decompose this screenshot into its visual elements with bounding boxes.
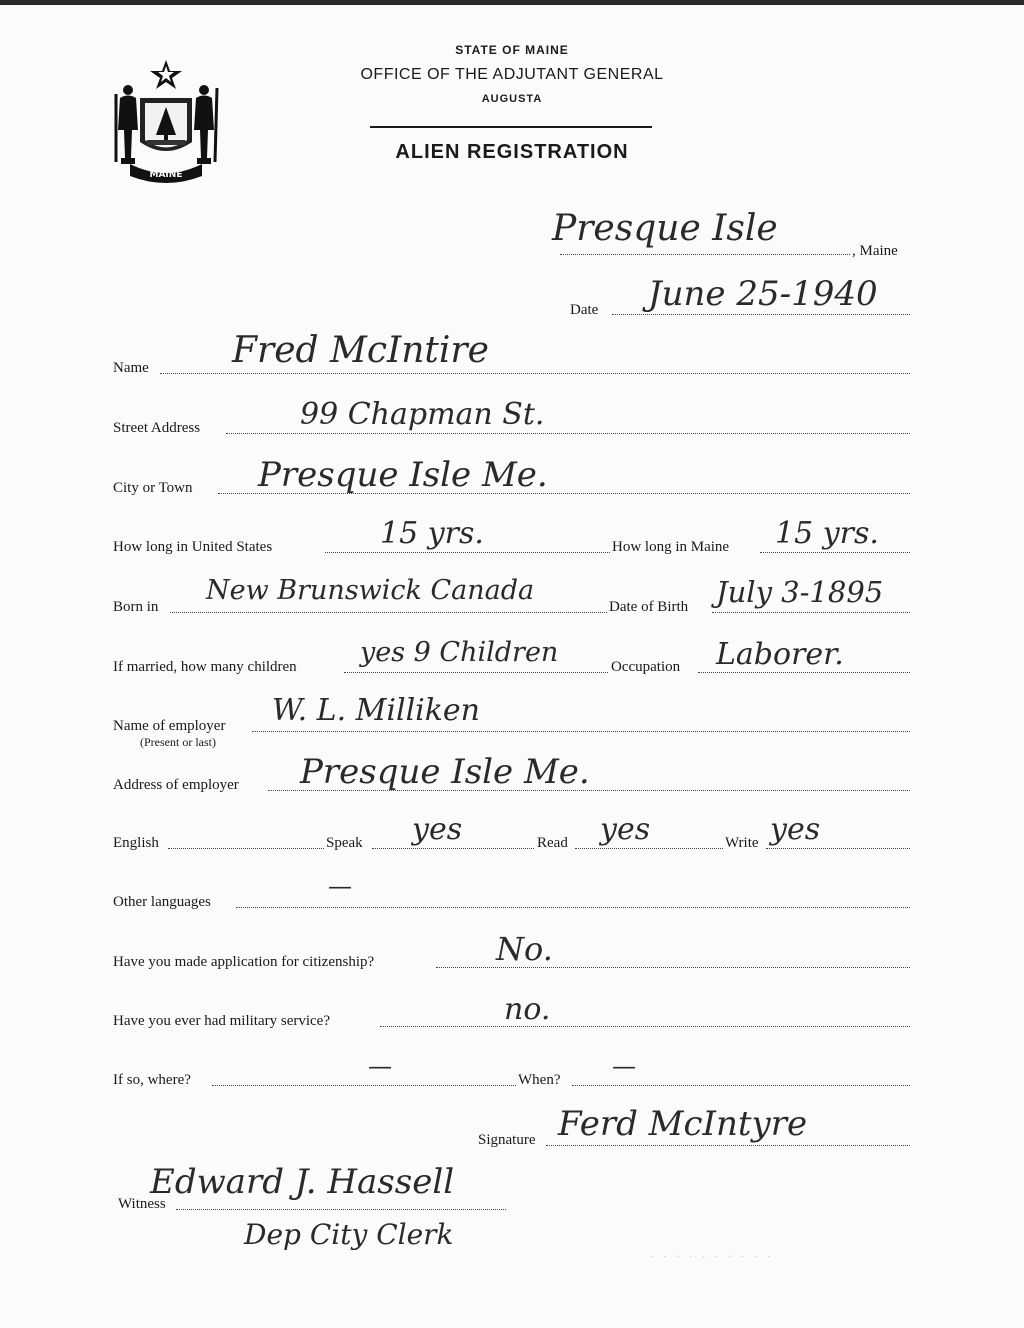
name-value: Fred McIntire [232, 330, 489, 371]
how-long-us-line [325, 552, 610, 553]
where-value: — [368, 1052, 392, 1080]
occupation-label: Occupation [611, 659, 681, 675]
street-address-value: 99 Chapman St. [300, 397, 545, 432]
when-label: When? [518, 1072, 561, 1088]
city-label: City or Town [113, 480, 193, 496]
how-long-maine-label: How long in Maine [612, 539, 730, 555]
citizenship-label: Have you made application for citizenship? [113, 954, 375, 970]
date-value: June 25-1940 [648, 274, 878, 314]
employer-name-line [252, 731, 910, 732]
speak-value: yes [412, 812, 463, 847]
date-line [612, 314, 910, 315]
occupation-line [698, 672, 910, 673]
seal-banner-text: MAINE [149, 170, 183, 180]
when-line [572, 1085, 910, 1086]
other-languages-value: — [328, 872, 352, 900]
employer-name-value: W. L. Milliken [272, 693, 481, 728]
city-value: Presque Isle Me. [258, 455, 548, 495]
born-in-label: Born in [113, 599, 159, 615]
name-line [160, 373, 910, 374]
signature-line [546, 1145, 910, 1146]
other-languages-line [236, 907, 910, 908]
date-of-birth-value: July 3-1895 [716, 575, 884, 609]
write-value: yes [770, 812, 821, 847]
witness-line [176, 1209, 506, 1210]
english-label: English [113, 835, 159, 851]
employer-address-label: Address of employer [113, 777, 239, 793]
military-value: no. [504, 992, 551, 1027]
read-label: Read [537, 835, 568, 851]
witness-value: Edward J. Hassell [150, 1162, 455, 1202]
how-long-maine-value: 15 yrs. [775, 516, 879, 551]
citizenship-value: No. [496, 930, 553, 968]
employer-address-value: Presque Isle Me. [300, 752, 590, 792]
faint-stamp-mark: · · · · · · · · · · [650, 1250, 774, 1263]
write-line [766, 848, 910, 849]
signature-value: Ferd McIntyre [558, 1104, 808, 1144]
other-languages-label: Other languages [113, 894, 211, 910]
where-label: If so, where? [113, 1072, 191, 1088]
english-line [168, 848, 324, 849]
how-long-maine-line [760, 552, 910, 553]
name-label: Name [113, 360, 149, 376]
form-title: ALIEN REGISTRATION [395, 141, 629, 163]
employer-name-label: Name of employer [113, 718, 226, 734]
military-label: Have you ever had military service? [113, 1013, 330, 1029]
how-long-us-label: How long in United States [113, 539, 273, 555]
title-underline [370, 126, 652, 128]
where-line [212, 1085, 516, 1086]
born-in-line [170, 612, 607, 613]
how-long-us-value: 15 yrs. [380, 516, 484, 551]
date-of-birth-label: Date of Birth [609, 599, 689, 615]
witness-title: Dep City Clerk [244, 1218, 454, 1251]
signature-label: Signature [478, 1132, 536, 1148]
speak-label: Speak [326, 835, 363, 851]
children-line [344, 672, 608, 673]
read-value: yes [600, 812, 651, 847]
witness-label: Witness [118, 1196, 166, 1212]
date-of-birth-line [712, 612, 910, 613]
born-in-value: New Brunswick Canada [206, 575, 535, 606]
children-label: If married, how many children [113, 659, 297, 675]
read-line [575, 848, 723, 849]
place-suffix: , Maine [852, 243, 898, 259]
street-address-label: Street Address [113, 420, 201, 436]
write-label: Write [725, 835, 759, 851]
header-state: STATE OF MAINE [455, 43, 569, 57]
street-address-line [226, 433, 910, 434]
employer-name-sublabel: (Present or last) [140, 735, 216, 749]
scan-edge [0, 0, 1024, 5]
place-value: Presque Isle [552, 208, 778, 249]
children-value: yes 9 Children [360, 637, 559, 668]
place-line [560, 254, 850, 255]
date-label: Date [570, 302, 599, 318]
military-line [380, 1026, 910, 1027]
header-city: AUGUSTA [481, 93, 543, 105]
speak-line [372, 848, 534, 849]
occupation-value: Laborer. [716, 637, 844, 672]
header-office: OFFICE OF THE ADJUTANT GENERAL [360, 66, 664, 83]
when-value: — [612, 1052, 636, 1080]
